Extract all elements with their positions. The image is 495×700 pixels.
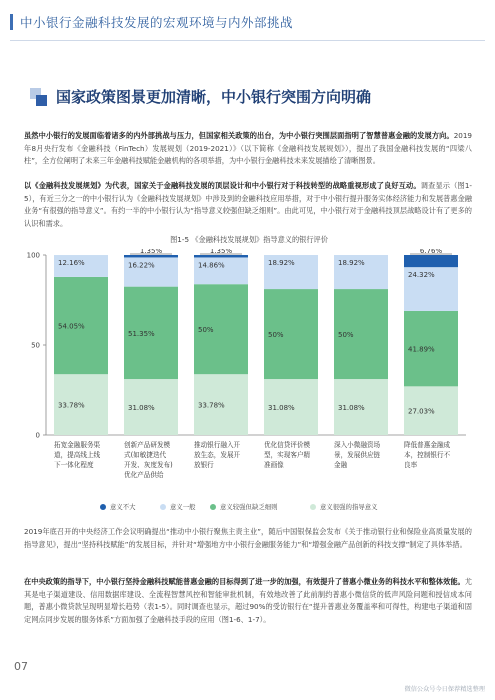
page-header [10, 12, 485, 38]
bar-data-label: 51.35% [128, 329, 155, 338]
chart-legend [100, 502, 450, 514]
x-category-label: 良率 [404, 461, 418, 469]
legend-swatch-icon [100, 504, 106, 510]
x-category-label: 准画像 [264, 461, 284, 469]
x-category-label: 景，发展供应链 [334, 451, 381, 459]
bar-data-label: 24.32% [408, 271, 435, 280]
bar-data-label: 18.92% [268, 259, 295, 267]
bar-data-label: 50% [198, 326, 214, 335]
paragraph-4-lead: 在中央政策的指导下，中小银行坚持金融科技赋能普惠金融的目标得到了进一步的加强，有效提升了普惠小微业务的科技水平和整体效能。 [24, 577, 465, 586]
bar-data-label: 41.89% [408, 345, 435, 354]
figure-1-5 [24, 235, 474, 525]
x-category-label: 放银行 [194, 461, 214, 469]
bar-segment [404, 255, 458, 267]
x-category-label: 优化产品供给 [124, 471, 164, 479]
bar-data-label: 6.76% [419, 249, 443, 255]
legend-item [160, 502, 196, 511]
header-divider [10, 40, 485, 41]
legend-swatch-icon [310, 504, 316, 510]
bar-data-label: 1.35% [139, 249, 163, 255]
stacked-bar-chart [24, 249, 474, 499]
legend-label: 意义不大 [110, 503, 136, 511]
y-tick-label: 0 [35, 431, 40, 440]
bar-data-label: 1.35% [209, 249, 233, 255]
x-category-label: 放生态，发展开 [194, 451, 241, 459]
legend-item [210, 502, 278, 511]
paragraph-3-body: 2019年底召开的中央经济工作会议明确提出“推动中小银行聚焦主责主业”，随后中国银保监会发布《关于推动银行业和保险业高质量发展的指导意见》，提出“坚持科技赋能”的发展目标，并针对“增强地方中小银行金融服务能力”和“增强金融产品创新的科技支撑”制定了具体举措。 [24, 527, 472, 549]
x-category-label: 开发、灰度发布) [124, 461, 173, 469]
legend-item [310, 502, 378, 511]
bar-data-label: 27.03% [408, 407, 435, 416]
section-square-dark-icon [36, 95, 47, 106]
paragraph-1-lead: 虽然中小银行的发展面临着诸多的内外部挑战与压力，但国家相关政策的出台，为中小银行突围层面指明了智慧普惠金融的发展方向。 [24, 131, 454, 140]
legend-item [100, 502, 136, 511]
x-category-label: 式(如敏捷迭代 [124, 451, 167, 459]
x-category-label: 推动银行融入开 [194, 441, 241, 449]
paragraph-4-body: 尤其是电子渠道建设、信用数据库建设、全流程智慧风控和智能审批机制，有效地改善了此前制约普惠小微信贷的低声风险问题和授信成本问题，普惠小微贷款呈现明显增长趋势（表1-5）。同时调查也显示，超过90%的受访银行在“提升普惠业务覆盖率和可得性，构建电子渠道和固定网点同步发展的服务体系”方面加强了金融科技手段的应用（图1-6、1-7）。 [24, 577, 472, 624]
paragraph-2-lead: 以《金融科技发展规划》为代表，国家关于金融科技发展的顶层设计和中小银行对于科技转型的战略重视形成了良好互动。 [24, 181, 421, 190]
paragraph-2 [24, 180, 472, 230]
header-accent-bar [10, 14, 13, 30]
bar-data-label: 16.22% [128, 261, 155, 270]
legend-label: 意义很强的指导意义 [320, 503, 378, 511]
bar-data-label: 54.05% [58, 322, 85, 331]
x-category-label: 创新产品研发模 [124, 441, 171, 449]
bar-segment [194, 255, 248, 257]
x-category-label: 道，提高线上线 [54, 451, 101, 459]
x-category-label: 本，控制银行不 [404, 451, 451, 459]
x-category-label: 降低普惠金融成 [404, 441, 451, 449]
bar-data-label: 12.16% [58, 259, 85, 268]
bar-data-label: 50% [268, 331, 284, 340]
page-number: 07 [14, 660, 28, 673]
bar-data-label: 31.08% [338, 404, 365, 413]
bar-data-label: 31.08% [128, 404, 155, 413]
section-title: 国家政策图景更加清晰，中小银行突围方向明确 [56, 88, 372, 106]
x-category-label: 优化信贷评价模 [264, 441, 311, 449]
bar-data-label: 33.78% [198, 401, 225, 410]
bar-data-label: 14.86% [198, 261, 225, 270]
legend-label: 意义较强但缺乏细则 [220, 503, 278, 511]
header-title: 中小银行金融科技发展的宏观环境与内外部挑战 [20, 15, 294, 30]
footer-watermark: 微信公众号今日保荐精选整理 [404, 686, 485, 693]
legend-swatch-icon [210, 504, 216, 510]
x-category-label: 金融 [334, 461, 348, 469]
bar-data-label: 50% [338, 331, 354, 340]
legend-swatch-icon [160, 504, 166, 510]
paragraph-4 [24, 576, 472, 626]
x-category-label: 深入小微融资场 [334, 441, 381, 449]
paragraph-1 [24, 130, 472, 168]
x-category-label: 拓宽金融服务渠 [54, 441, 101, 449]
x-category-label: 下一体化程度 [54, 461, 94, 469]
bar-segment [124, 255, 178, 257]
paragraph-3 [24, 526, 472, 551]
y-tick-label: 50 [31, 341, 40, 350]
section-heading [24, 84, 484, 110]
x-category-label: 型，实现客户精 [264, 451, 311, 459]
bar-data-label: 18.92% [338, 259, 365, 267]
paragraph-2-body: 调查显示（图1-5），有近三分之一的中小银行认为《金融科技发展规划》中涉及到的金融科技应用举措，对于中小银行提升服务实体经济能力和发展普惠金融业务“有很强的指导意义”。有约一半的中小银行认为“指导意义较强但缺乏细则”。由此可见，中小银行对于金融科技顶层战略设计有了更多的认识和需求。 [24, 181, 472, 228]
legend-label: 意义一般 [170, 503, 196, 511]
bar-data-label: 33.78% [58, 401, 85, 410]
y-tick-label: 100 [26, 251, 40, 260]
chart-title: 图1-5 《金融科技发展规划》指导意义的银行评价 [170, 235, 328, 244]
bar-data-label: 31.08% [268, 404, 295, 413]
paragraph-1-body: 2019年8月央行发布《金融科技（FinTech）发展规划（2019-2021）》（以下简称《金融科技发展规划》），提出了我国金融科技发展的“四梁八柱”，全方位阐明了未来三年金融科技赋能金融机构的各项举措，为中小银行金融科技未来发展描绘了清晰图景。 [24, 131, 472, 165]
